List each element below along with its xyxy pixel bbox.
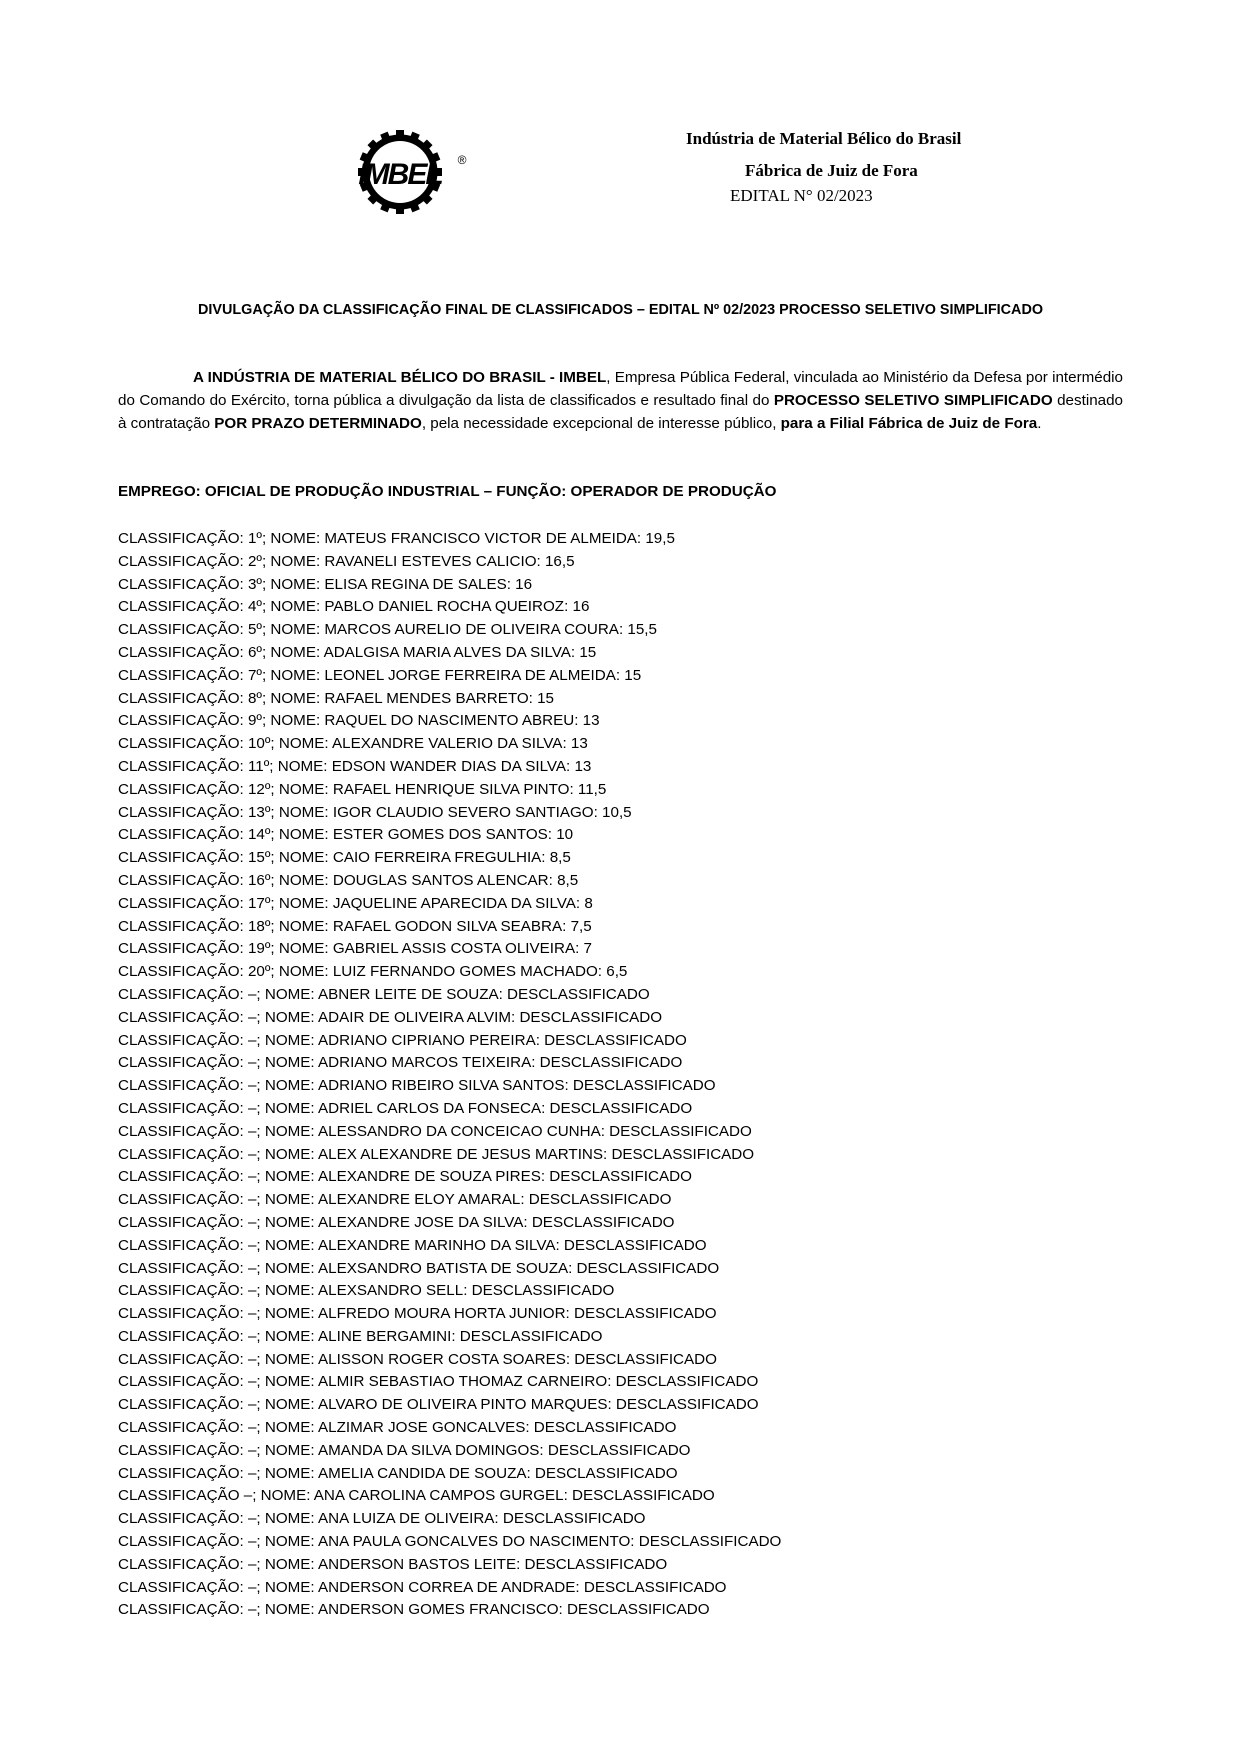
classification-entry: CLASSIFICAÇÃO: 8º; NOME: RAFAEL MENDES BARRETO: 15 xyxy=(118,689,554,707)
classification-entry: CLASSIFICAÇÃO: 13º; NOME: IGOR CLAUDIO SEVERO SANTIAGO: 10,5 xyxy=(118,803,632,821)
classification-entry: CLASSIFICAÇÃO: –; NOME: ANA PAULA GONCALVES DO NASCIMENTO: DESCLASSIFICADO xyxy=(118,1533,782,1551)
classification-entry: CLASSIFICAÇÃO: 6º; NOME: ADALGISA MARIA ALVES DA SILVA: 15 xyxy=(118,643,597,661)
classification-entry: CLASSIFICAÇÃO: 20º; NOME: LUIZ FERNANDO GOMES MACHADO: 6,5 xyxy=(118,963,628,981)
intro-paragraph xyxy=(118,366,1123,435)
classification-entry: CLASSIFICAÇÃO: –; NOME: ALEXANDRE ELOY AMARAL: DESCLASSIFICADO xyxy=(118,1191,672,1209)
organization-unit: Fábrica de Juiz de Fora xyxy=(745,161,918,180)
classification-entry: CLASSIFICAÇÃO: –; NOME: ADRIANO RIBEIRO SILVA SANTOS: DESCLASSIFICADO xyxy=(118,1077,716,1095)
edital-number: EDITAL N° 02/2023 xyxy=(730,186,873,205)
classification-entry: CLASSIFICAÇÃO: 2º; NOME: RAVANELI ESTEVES CALICIO: 16,5 xyxy=(118,552,575,570)
classification-entry: CLASSIFICAÇÃO: 4º; NOME: PABLO DANIEL ROCHA QUEIROZ: 16 xyxy=(118,598,590,616)
classification-entry: CLASSIFICAÇÃO: 16º; NOME: DOUGLAS SANTOS ALENCAR: 8,5 xyxy=(118,871,579,889)
classification-entry: CLASSIFICAÇÃO: –; NOME: ADAIR DE OLIVEIRA ALVIM: DESCLASSIFICADO xyxy=(118,1008,663,1026)
intro-bold-4: para a Filial Fábrica de Juiz de Fora xyxy=(780,415,1038,432)
classification-list xyxy=(118,528,781,1622)
intro-text-2: destinado à contratação xyxy=(118,392,1123,432)
classification-entry: CLASSIFICAÇÃO: 5º; NOME: MARCOS AURELIO DE OLIVEIRA COURA: 15,5 xyxy=(118,621,657,639)
classification-entry: CLASSIFICAÇÃO: –; NOME: AMELIA CANDIDA DE SOUZA: DESCLASSIFICADO xyxy=(118,1464,678,1482)
classification-entry: CLASSIFICAÇÃO: –; NOME: ALESSANDRO DA CONCEICAO CUNHA: DESCLASSIFICADO xyxy=(118,1122,752,1140)
classification-entry: CLASSIFICAÇÃO: 18º; NOME: RAFAEL GODON SILVA SEABRA: 7,5 xyxy=(118,917,592,935)
classification-entry: CLASSIFICAÇÃO: –; NOME: ABNER LEITE DE SOUZA: DESCLASSIFICADO xyxy=(118,985,650,1003)
classification-entry: CLASSIFICAÇÃO: –; NOME: ADRIANO MARCOS TEIXEIRA: DESCLASSIFICADO xyxy=(118,1054,683,1072)
classification-entry: CLASSIFICAÇÃO: 17º; NOME: JAQUELINE APARECIDA DA SILVA: 8 xyxy=(118,894,593,912)
classification-entry: CLASSIFICAÇÃO: –; NOME: AMANDA DA SILVA DOMINGOS: DESCLASSIFICADO xyxy=(118,1441,691,1459)
intro-bold-1: A INDÚSTRIA DE MATERIAL BÉLICO DO BRASIL - IMBEL xyxy=(193,369,607,386)
classification-entry: CLASSIFICAÇÃO: –; NOME: ADRIEL CARLOS DA FONSECA: DESCLASSIFICADO xyxy=(118,1099,693,1117)
intro-bold-2: PROCESSO SELETIVO SIMPLIFICADO xyxy=(773,392,1053,409)
classification-entry: CLASSIFICAÇÃO: –; NOME: ALEXANDRE MARINHO DA SILVA: DESCLASSIFICADO xyxy=(118,1236,707,1254)
classification-entry: CLASSIFICAÇÃO: –; NOME: ANDERSON GOMES FRANCISCO: DESCLASSIFICADO xyxy=(118,1601,710,1619)
classification-entry: CLASSIFICAÇÃO: –; NOME: ALINE BERGAMINI: DESCLASSIFICADO xyxy=(118,1327,603,1345)
classification-entry: CLASSIFICAÇÃO: –; NOME: ALISSON ROGER COSTA SOARES: DESCLASSIFICADO xyxy=(118,1350,717,1368)
classification-entry: CLASSIFICAÇÃO: –; NOME: ALEX ALEXANDRE DE JESUS MARTINS: DESCLASSIFICADO xyxy=(118,1145,755,1163)
classification-entry: CLASSIFICAÇÃO –; NOME: ANA CAROLINA CAMPOS GURGEL: DESCLASSIFICADO xyxy=(118,1487,715,1505)
classification-entry: CLASSIFICAÇÃO: 14º; NOME: ESTER GOMES DOS SANTOS: 10 xyxy=(118,826,574,844)
classification-entry: CLASSIFICAÇÃO: 12º; NOME: RAFAEL HENRIQUE SILVA PINTO: 11,5 xyxy=(118,780,607,798)
classification-entry: CLASSIFICAÇÃO: –; NOME: ALEXANDRE DE SOUZA PIRES: DESCLASSIFICADO xyxy=(118,1168,692,1186)
classification-entry: CLASSIFICAÇÃO: –; NOME: ALFREDO MOURA HORTA JUNIOR: DESCLASSIFICADO xyxy=(118,1305,717,1323)
classification-entry: CLASSIFICAÇÃO: –; NOME: ALEXSANDRO SELL: DESCLASSIFICADO xyxy=(118,1282,615,1300)
classification-entry: CLASSIFICAÇÃO: –; NOME: ANA LUIZA DE OLIVEIRA: DESCLASSIFICADO xyxy=(118,1510,646,1528)
classification-entry: CLASSIFICAÇÃO: 10º; NOME: ALEXANDRE VALERIO DA SILVA: 13 xyxy=(118,735,588,753)
intro-text-1: , Empresa Pública Federal, vinculada ao Ministério da Defesa por intermédio do Comando do Exército, torna pública a divulgação da lista de classificados e resultado final do xyxy=(118,369,1123,409)
intro-bold-3: POR PRAZO DETERMINADO xyxy=(214,415,422,432)
classification-entry: CLASSIFICAÇÃO: 3º; NOME: ELISA REGINA DE SALES: 16 xyxy=(118,575,533,593)
classification-entry: CLASSIFICAÇÃO: –; NOME: ANDERSON CORREA DE ANDRADE: DESCLASSIFICADO xyxy=(118,1578,727,1596)
classification-entry: CLASSIFICAÇÃO: –; NOME: ALMIR SEBASTIAO THOMAZ CARNEIRO: DESCLASSIFICADO xyxy=(118,1373,759,1391)
classification-entry: CLASSIFICAÇÃO: 7º; NOME: LEONEL JORGE FERREIRA DE ALMEIDA: 15 xyxy=(118,666,642,684)
classification-entry: CLASSIFICAÇÃO: 15º; NOME: CAIO FERREIRA FREGULHIA: 8,5 xyxy=(118,849,571,867)
logo-text: IMBEL xyxy=(358,158,442,191)
classification-entry: CLASSIFICAÇÃO: 11º; NOME: EDSON WANDER DIAS DA SILVA: 13 xyxy=(118,757,592,775)
classification-entry: CLASSIFICAÇÃO: –; NOME: ALVARO DE OLIVEIRA PINTO MARQUES: DESCLASSIFICADO xyxy=(118,1396,759,1414)
classification-entry: CLASSIFICAÇÃO: 19º; NOME: GABRIEL ASSIS COSTA OLIVEIRA: 7 xyxy=(118,940,592,958)
classification-entry: CLASSIFICAÇÃO: –; NOME: ALZIMAR JOSE GONCALVES: DESCLASSIFICADO xyxy=(118,1419,677,1437)
classification-entry: CLASSIFICAÇÃO: –; NOME: ANDERSON BASTOS LEITE: DESCLASSIFICADO xyxy=(118,1555,668,1573)
registered-mark: ® xyxy=(457,153,467,167)
intro-text-3: , pela necessidade excepcional de interesse público, xyxy=(421,415,781,432)
intro-text-4: . xyxy=(1037,415,1042,432)
organization-name: Indústria de Material Bélico do Brasil xyxy=(686,129,962,148)
classification-entry: CLASSIFICAÇÃO: 1º; NOME: MATEUS FRANCISCO VICTOR DE ALMEIDA: 19,5 xyxy=(118,530,675,547)
document-title: DIVULGAÇÃO DA CLASSIFICAÇÃO FINAL DE CLASSIFICADOS – EDITAL Nº 02/2023 PROCESSO SELETIVO SIMPLIFICADO xyxy=(197,302,1044,318)
job-heading: EMPREGO: OFICIAL DE PRODUÇÃO INDUSTRIAL – FUNÇÃO: OPERADOR DE PRODUÇÃO xyxy=(118,483,777,500)
classification-entry: CLASSIFICAÇÃO: –; NOME: ALEXSANDRO BATISTA DE SOUZA: DESCLASSIFICADO xyxy=(118,1259,720,1277)
classification-entry: CLASSIFICAÇÃO: –; NOME: ALEXANDRE JOSE DA SILVA: DESCLASSIFICADO xyxy=(118,1213,675,1231)
classification-entry: CLASSIFICAÇÃO: –; NOME: ADRIANO CIPRIANO PEREIRA: DESCLASSIFICADO xyxy=(118,1031,687,1049)
classification-entry: CLASSIFICAÇÃO: 9º; NOME: RAQUEL DO NASCIMENTO ABREU: 13 xyxy=(118,712,600,730)
imbel-logo xyxy=(352,120,480,220)
